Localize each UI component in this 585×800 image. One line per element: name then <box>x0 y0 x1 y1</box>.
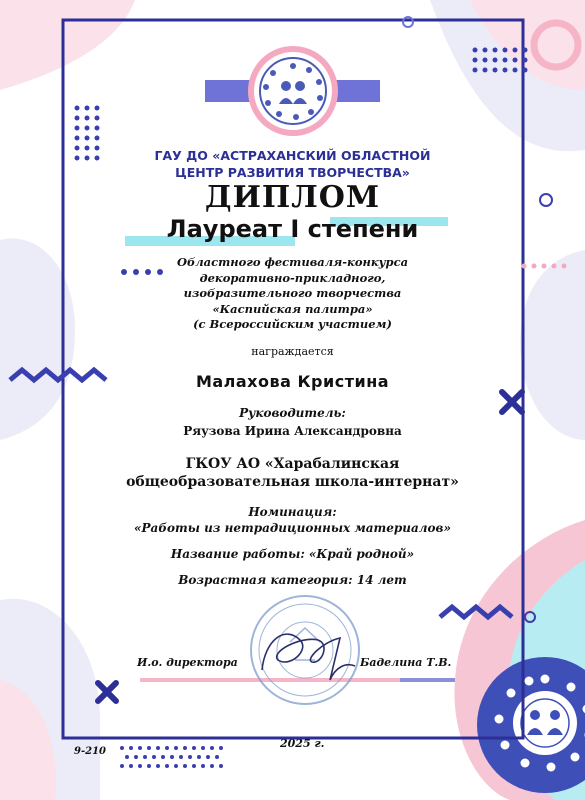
head-name: Ряузова Ирина Александровна <box>183 424 402 438</box>
lavender-blob-right <box>520 250 585 440</box>
certificate-year: 2025 г. <box>280 737 325 750</box>
director-name: Баделина Т.В. <box>360 656 452 669</box>
blue-signature-line <box>400 678 455 682</box>
cross-right <box>502 392 522 412</box>
school-name <box>95 455 490 491</box>
small-ring-right <box>540 194 552 206</box>
head-label: Руководитель: <box>239 406 346 420</box>
director-label: И.о. директора <box>137 656 238 669</box>
event-line: декоративно-прикладного, <box>199 270 386 285</box>
event-description <box>95 255 490 333</box>
event-line: Областного фестиваля-конкурса <box>176 255 409 269</box>
pink-blob-top-left <box>0 0 135 90</box>
recipient-name: Малахова Кристина <box>195 372 390 391</box>
certificate-title: ДИПЛОМ <box>204 180 381 215</box>
school-line-2: общеобразовательная школа-интернат» <box>126 474 459 490</box>
degree-label: Лауреат I степени <box>166 215 419 243</box>
organization-line-1: ГАУ ДО «АСТРАХАНСКИЙ ОБЛАСТНОЙ <box>154 148 431 163</box>
registration-number: 9-210 <box>74 746 106 757</box>
event-line: изобразительного творчества <box>183 286 402 300</box>
event-line: «Каспийская палитра» <box>212 301 373 316</box>
dot-grid-bottom <box>120 746 223 768</box>
school-line-1: ГКОУ АО «Харабалинская <box>185 456 400 472</box>
work-title: Название работы: «Край родной» <box>170 547 415 561</box>
event-line: (с Всероссийским участием) <box>193 317 392 331</box>
organization-name <box>95 147 490 181</box>
nomination-value: «Работы из нетрадиционных материалов» <box>134 521 451 535</box>
organization-line-2: ЦЕНТР РАЗВИТИЯ ТВОРЧЕСТВА» <box>175 165 410 180</box>
age-category: Возрастная категория: 14 лет <box>178 573 407 587</box>
awarded-text: награждается <box>251 345 334 358</box>
signature-icon <box>262 634 355 680</box>
cross-bottom-left <box>98 683 116 701</box>
nomination-label: Номинация: <box>248 505 337 519</box>
